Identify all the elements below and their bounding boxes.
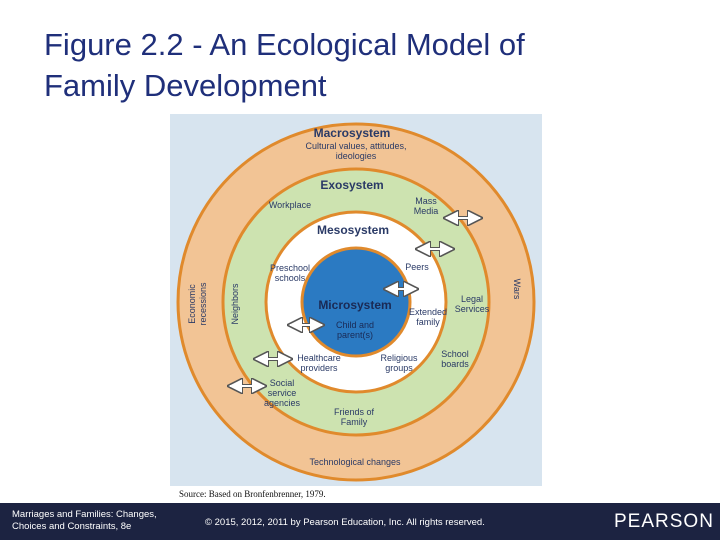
exo-label-service: service bbox=[267, 388, 297, 398]
meso-label-groups: groups bbox=[385, 363, 413, 373]
ecological-model-diagram bbox=[170, 114, 542, 486]
meso-label-providers: providers bbox=[300, 363, 338, 373]
exo-label-agencies: agencies bbox=[263, 398, 301, 408]
exo-label-boards: boards bbox=[441, 359, 469, 369]
exo-label-school: School bbox=[441, 349, 469, 359]
macro-label-cultural-1: Cultural values, attitudes, bbox=[305, 141, 407, 151]
macro-label-economic-1: Economic bbox=[187, 284, 197, 324]
footer-copyright: © 2015, 2012, 2011 by Pearson Education, Inc. All rights reserved. bbox=[205, 517, 485, 528]
macro-label-wars: Wars bbox=[512, 278, 522, 300]
exo-label-media: Media bbox=[413, 206, 439, 216]
pearson-logo: PEARSON bbox=[614, 511, 714, 532]
exo-label-family: Family bbox=[340, 417, 368, 427]
meso-label-healthcare: Healthcare bbox=[297, 353, 341, 363]
meso-label-schools: schools bbox=[274, 273, 306, 283]
slide-title: Figure 2.2 - An Ecological Model of Family Development bbox=[44, 27, 525, 103]
footer-book-title: Marriages and Families: Changes, Choices and Constraints, 8e bbox=[12, 509, 157, 532]
mesosystem-heading: Mesosystem bbox=[316, 223, 390, 237]
macro-label-economic-2: recessions bbox=[198, 282, 208, 326]
exo-label-legal: Legal bbox=[460, 294, 484, 304]
meso-label-ext-family: family bbox=[416, 317, 440, 327]
micro-label-parents: parent(s) bbox=[336, 330, 374, 340]
exo-label-mass: Mass bbox=[415, 196, 437, 206]
exo-label-social: Social bbox=[269, 378, 295, 388]
macro-label-cultural-2: ideologies bbox=[335, 151, 377, 161]
exo-label-neighbors: Neighbors bbox=[230, 283, 240, 325]
meso-label-preschool: Preschool bbox=[269, 263, 311, 273]
exo-label-services: Services bbox=[454, 304, 490, 314]
source-caption: Source: Based on Bronfenbrenner, 1979. bbox=[179, 489, 326, 499]
meso-label-extended: Extended bbox=[408, 307, 448, 317]
microsystem-heading: Microsystem bbox=[318, 298, 392, 312]
macro-label-technological: Technological changes bbox=[309, 457, 401, 467]
meso-label-religious: Religious bbox=[380, 353, 418, 363]
exo-label-friends: Friends of bbox=[333, 407, 375, 417]
footer-bar bbox=[0, 503, 720, 540]
exo-label-workplace: Workplace bbox=[268, 200, 312, 210]
macrosystem-heading: Macrosystem bbox=[313, 126, 391, 140]
ecological-model-svg bbox=[170, 114, 542, 486]
micro-label-child: Child and bbox=[335, 320, 375, 330]
exosystem-heading: Exosystem bbox=[320, 178, 384, 192]
meso-label-peers: Peers bbox=[405, 262, 429, 272]
